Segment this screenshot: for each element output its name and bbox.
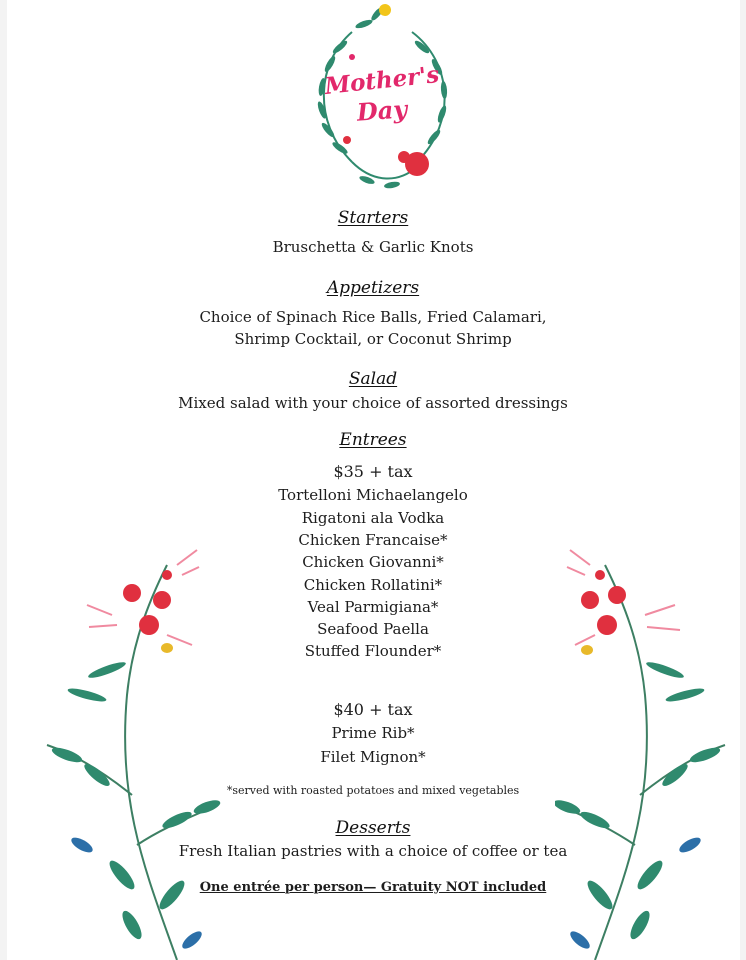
entree-item: Prime Rib*: [331, 724, 415, 742]
entree-item: Chicken Giovanni*: [302, 553, 444, 571]
logo-title: [307, 61, 457, 127]
desserts-heading: Desserts: [335, 818, 411, 838]
entree-item: Filet Mignon*: [320, 748, 426, 766]
entree-item: Tortelloni Michaelangelo: [278, 486, 468, 504]
entree-item: Rigatoni ala Vodka: [301, 509, 445, 527]
footer-note: One entrée per person— Gratuity NOT included: [199, 880, 547, 895]
logo-line2: Day: [355, 94, 409, 127]
logo-line1: Mother's: [323, 61, 441, 100]
entree-item: Chicken Francaise*: [298, 531, 448, 549]
entrees-tier1-price: $35 + tax: [333, 462, 413, 481]
entrees-tier2-price: $40 + tax: [333, 700, 413, 719]
appetizers-heading: Appetizers: [326, 278, 420, 298]
entrees-heading: Entrees: [339, 430, 407, 450]
entree-item: Veal Parmigiana*: [307, 598, 439, 616]
starters-text: Bruschetta & Garlic Knots: [272, 238, 474, 256]
entrees-note: *served with roasted potatoes and mixed vegetables: [226, 784, 520, 797]
appetizers-line: Choice of Spinach Rice Balls, Fried Calamari,: [199, 308, 547, 326]
starters-heading: Starters: [337, 208, 409, 228]
entree-item: Chicken Rollatini*: [303, 576, 443, 594]
salad-text: Mixed salad with your choice of assorted dressings: [178, 394, 568, 412]
appetizers-line: Shrimp Cocktail, or Coconut Shrimp: [234, 330, 512, 348]
entree-item: Seafood Paella: [317, 620, 429, 638]
entree-item: Stuffed Flounder*: [304, 642, 442, 660]
salad-heading: Salad: [348, 369, 398, 389]
desserts-text: Fresh Italian pastries with a choice of coffee or tea: [178, 842, 568, 860]
